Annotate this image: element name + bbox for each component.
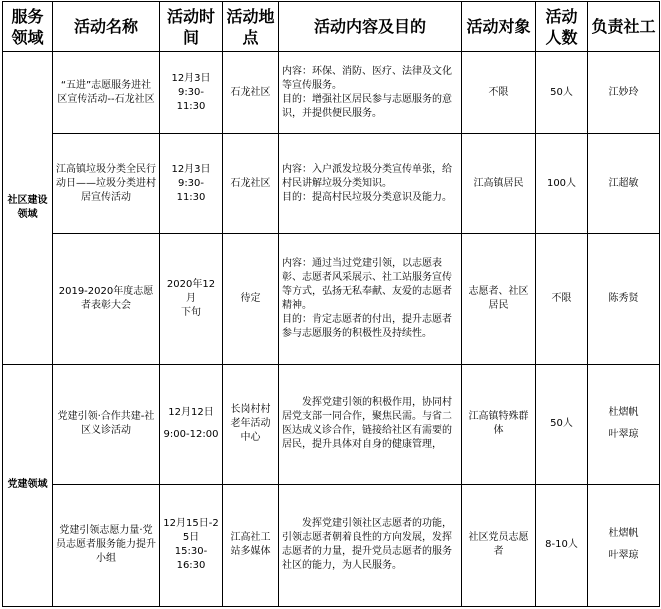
activity-count-cell: 100人	[536, 134, 588, 234]
activity-name-cell: 2019-2020年度志愿者表彰大会	[53, 234, 160, 364]
activity-count-cell: 50人	[536, 52, 588, 134]
activity-place-cell: 石龙社区	[223, 52, 279, 134]
header-content: 活动内容及目的	[279, 2, 462, 52]
header-time: 活动时间	[160, 2, 223, 52]
activity-name-cell: 江高镇垃圾分类全民行动日——垃圾分类进村居宣传活动	[53, 134, 160, 234]
table-row	[3, 234, 660, 364]
activity-time-cell: 2020年12月 下旬	[160, 234, 223, 364]
domain-cell-community: 社区建设领域	[3, 52, 53, 364]
activity-content-cell: 发挥党建引领社区志愿者的功能，引领志愿者朝着良性的方向发展，发挥志愿者的力量，提升党员志愿者的服务社区的能力，为人民服务。	[279, 484, 462, 606]
activity-content-cell: 内容：通过当过党建引领，以志愿表彰、志愿者风采展示、社工站服务宣传等方式，弘扬无私奉献、友爱的志愿者精神。 目的：肯定志愿者的付出，提升志愿者参与志愿服务的积极性及持续性。	[279, 234, 462, 364]
header-domain: 服务领域	[3, 2, 53, 52]
header-target: 活动对象	[462, 2, 536, 52]
activity-staff-cell: 杜熠帆 叶翠琼	[588, 484, 660, 606]
activity-staff-cell: 江妙玲	[588, 52, 660, 134]
activity-name-cell: 党建引领·合作共建-社区义诊活动	[53, 364, 160, 484]
activity-target-cell: 江高镇居民	[462, 134, 536, 234]
header-row	[3, 2, 660, 52]
table-row	[3, 484, 660, 606]
activity-time-cell: 12月15日-25日 15:30- 16:30	[160, 484, 223, 606]
activity-staff-cell: 江超敏	[588, 134, 660, 234]
activity-place-cell: 江高社工站多媒体	[223, 484, 279, 606]
header-name: 活动名称	[53, 2, 160, 52]
table-row	[3, 52, 660, 134]
activity-count-cell: 8-10人	[536, 484, 588, 606]
activity-target-cell: 不限	[462, 52, 536, 134]
activity-count-cell: 不限	[536, 234, 588, 364]
activity-content-cell: 发挥党建引领的积极作用，协同村居党支部一同合作，聚焦民需。与省二医达成义诊合作，链接给社区有需要的居民，提升具体对自身的健康管理，	[279, 364, 462, 484]
activity-time-cell: 12月3日 9:30- 11:30	[160, 52, 223, 134]
header-place: 活动地点	[223, 2, 279, 52]
activity-count-cell: 50人	[536, 364, 588, 484]
activity-name-cell: “五进”志愿服务进社区宣传活动--石龙社区	[53, 52, 160, 134]
activity-place-cell: 待定	[223, 234, 279, 364]
activity-target-cell: 江高镇特殊群体	[462, 364, 536, 484]
activity-content-cell: 内容：环保、消防、医疗、法律及文化等宣传服务。 目的：增强社区居民参与志愿服务的意识，并提供便民服务。	[279, 52, 462, 134]
activity-place-cell: 长岗村村老年活动中心	[223, 364, 279, 484]
activity-staff-cell: 陈秀贤	[588, 234, 660, 364]
table-row	[3, 364, 660, 484]
activity-time-cell: 12月12日 9:00-12:00	[160, 364, 223, 484]
header-staff: 负责社工	[588, 2, 660, 52]
activity-target-cell: 社区党员志愿者	[462, 484, 536, 606]
header-count: 活动人数	[536, 2, 588, 52]
activity-target-cell: 志愿者、社区居民	[462, 234, 536, 364]
activity-content-cell: 内容：入户派发垃圾分类宣传单张，给村民讲解垃圾分类知识。 目的：提高村民垃圾分类意识及能力。	[279, 134, 462, 234]
table-row	[3, 134, 660, 234]
activity-time-cell: 12月3日 9:30- 11:30	[160, 134, 223, 234]
activity-name-cell: 党建引领志愿力量·党员志愿者服务能力提升小组	[53, 484, 160, 606]
activity-staff-cell: 杜熠帆 叶翠琼	[588, 364, 660, 484]
activity-schedule-table	[2, 1, 660, 607]
domain-cell-party: 党建领域	[3, 364, 53, 606]
activity-place-cell: 石龙社区	[223, 134, 279, 234]
